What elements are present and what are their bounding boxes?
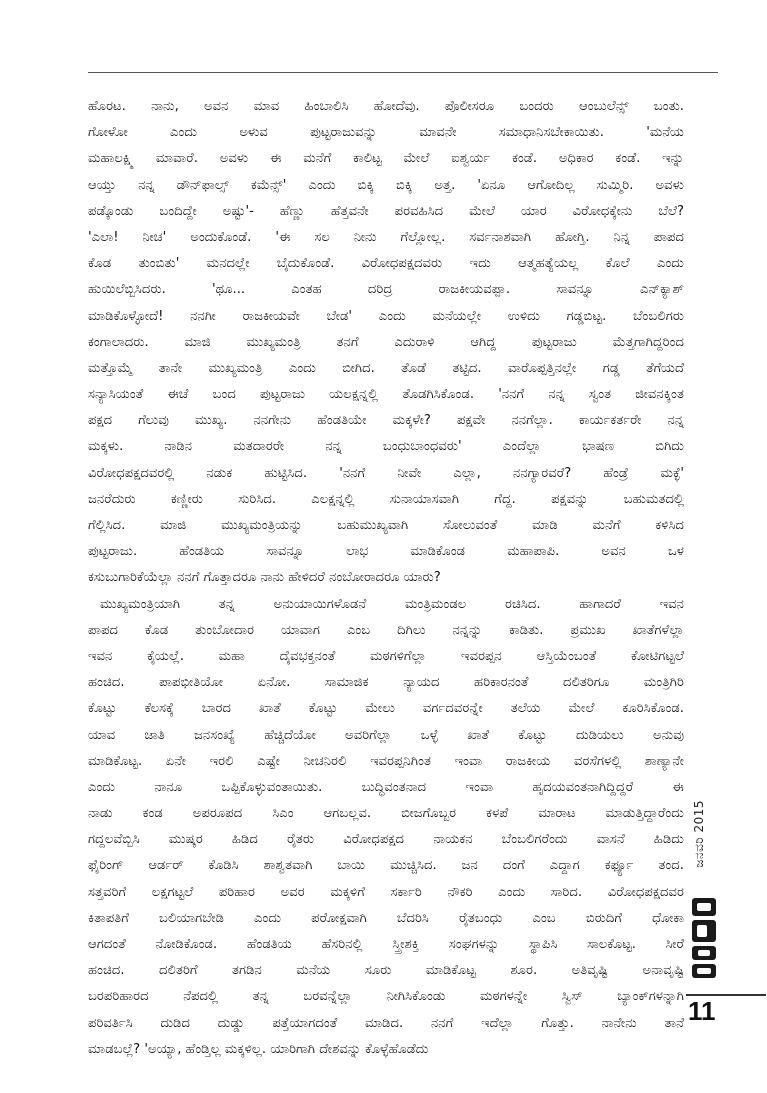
text-line: ಜನರೆದುರು ಕಣ್ಣೀರು ಸುರಿಸಿದ. ಎಲಕ್ಷನ್ನಲ್ಲಿ ಸುನಾಯಾಸವಾಗಿ ಗೆದ್ದ. ಪಕ್ಷವನ್ನು ಬಹುಮತದಲ್ಲಿ bbox=[88, 491, 684, 507]
text-line: ಗದ್ದಲವೆಬ್ಬಿಸಿ ಮುಷ್ಕರ ಹಿಡಿದ ರೈತರು ವಿರೋಧಪಕ್ಷದ ನಾಯಕನ ಬೆಂಬಲಿಗರೆಂದು ವಾಸನೆ ಹಿಡಿದು bbox=[88, 832, 684, 848]
text-line: ಹಂಚಿದ. ಪಾಪಭೀತಿಯೋ ಏನೋ. ಸಾಮಾಜಿಕ ನ್ಯಾಯದ ಹರಿಕಾರನಂತೆ ದಲಿತರಿಗೂ ಮಂತ್ರಿಗಿರಿ bbox=[88, 675, 684, 691]
text-line: ಮಾಡಿಕೊಳ್ಳೋದೆ! ನನಗೀ ರಾಜಕೀಯವೇ ಬೇಡ' ಎಂದು ಮನೆಯಲ್ಲೇ ಉಳಿದು ಗಡ್ಡಬಿಟ್ಟ. ಬೆಂಬಲಿಗರು bbox=[88, 308, 684, 324]
text-line: ಕಸುಬುಗಾರಿಕೆಯೆಲ್ಲಾ ನನಗೆ ಗೊತ್ತಾದರೂ ನಾನು ಹೇಳಿದರೆ ನಂಬೋರಾದರೂ ಯಾರು? bbox=[88, 570, 441, 586]
text-line: ಕೊಟ್ಟು ಕೆಲಸಕ್ಕೆ ಬಾರದ ಖಾತೆ ಕೊಟ್ಟು ಮೇಲು ವರ್ಗದವರನ್ನೇ ತಲೆಯ ಮೇಲೆ ಕೂರಿಸಿಕೊಂಡ. bbox=[88, 701, 684, 717]
magazine-logo bbox=[688, 896, 720, 980]
text-line: ಫೈರಿಂಗ್ ಆರ್ಡರ್ ಕೊಡಿಸಿ ಶಾಶ್ವತವಾಗಿ ಬಾಯಿ ಮುಚ್ಚಿಸಿದ. ಜನ ದಂಗೆ ಎದ್ದಾಗ ಕರ್ಫ್ಯೂ ತಂದ. bbox=[88, 858, 684, 874]
article-body bbox=[88, 94, 684, 1063]
text-line: ನಾಡು ಕಂಡ ಅಪರೂಪದ ಸಿಎಂ ಆಗಬಲ್ಲವ. ಬೀಜಗೊಬ್ಬರ ಕಳಪೆ ಮಾರಾಟ ಮಾಡುತ್ತಿದ್ದಾರೆಂದು bbox=[88, 806, 684, 822]
text-line: ಎಂದು ನಾನೂ ಒಪ್ಪಿಕೊಳ್ಳುವಂತಾಯಿತು. ಬುದ್ಧಿವಂತನಾದ ಇಂವಾ ಹೃದಯವಂತನಾಗಿದ್ದಿದ್ದರೆ ಈ bbox=[88, 779, 684, 795]
text-line: ಮಹಾಲಕ್ಷ್ಮಿ ಮಾವಾರೆ. ಅವಳು ಈ ಮನೆಗೆ ಕಾಲಿಟ್ಟ ಮೇಲೆ ಐಶ್ವರ್ಯ ಕಂಡೆ. ಅಧಿಕಾರ ಕಂಡೆ. ಇನ್ನು bbox=[88, 151, 684, 167]
text-line: ಪರಿವರ್ತಿಸಿ ದುಡಿದ ದುಡ್ಡು ಪತ್ತೆಯಾಗದಂತೆ ಮಾಡಿದ. ನನಗೆ ಇದೆಲ್ಲಾ ಗೊತ್ತು. ನಾನೇನು ತಾನೆ bbox=[88, 1015, 684, 1031]
text-line: ಹೊರಟ. ನಾನು, ಅವನ ಮಾವ ಹಿಂಬಾಲಿಸಿ ಹೋದೆವು. ಪೊಲೀಸರೂ ಬಂದರು ಆಂಬುಲೆನ್ಸ್ ಬಂತು. bbox=[88, 99, 684, 114]
text-line: ಸನ್ಯಾಸಿಯಂತೆ ಈಚೆ ಬಂದ ಪುಟ್ಟರಾಜು ಯಲಕ್ಷನ್ನಲ್ಲಿ ತೊಡಗಿಸಿಕೊಂಡ. 'ನನಗೆ ನನ್ನ ಸ್ವಂತ ಜೀವನಕ್ಕಿಂತ bbox=[88, 387, 684, 403]
text-line: ಪಡ್ಕೊಂಡು ಬಂದಿದ್ದೇ ಅಷ್ಟು'- ಹೆಣ್ಣು ಹೆತ್ತವನೇ ಪರವಹಿಸಿದ ಮೇಲೆ ಯಾರ ವಿರೋಧಕ್ಕೇನು ಬೆಲೆ? bbox=[88, 203, 684, 219]
text-line: ಬರಪರಿಹಾರದ ನೆಪದಲ್ಲಿ ತನ್ನ ಬರವನ್ನೆಲ್ಲಾ ನೀಗಿಸಿಕೊಂಡು ಮಠಗಳನ್ನೇ ಸ್ವಿಸ್ ಬ್ಯಾಂಕ್‌ಗಳನ್ನಾಗಿ bbox=[88, 989, 684, 1005]
text-line: ಆಗದಂತೆ ನೋಡಿಕೊಂಡ. ಹೆಂಡತಿಯ ಹೆಸರಿನಲ್ಲಿ ಸ್ತ್ರೀಶಕ್ತಿ ಸಂಘಗಳನ್ನು ಸ್ಥಾಪಿಸಿ ಸಾಲಕೊಟ್ಟ. ಸೀರೆ bbox=[88, 937, 684, 952]
text-line: ಕೊಡ ತುಂಬಿತು' ಮನದಲ್ಲೇ ಬೈದುಕೊಂಡೆ. ವಿರೋಧಪಕ್ಷದವರು ಇದು ಆತ್ಮಹತ್ಯೆಯಲ್ಲ ಕೊಲೆ ಎಂದು bbox=[88, 256, 684, 272]
text-line: ಮುಖ್ಯಮಂತ್ರಿಯಾಗಿ ತನ್ನ ಅನುಯಾಯಿಗಳೊಡನೆ ಮಂತ್ರಿಮಂಡಲ ರಚಿಸಿದ. ಹಾಗಾದರೆ ಇವನ bbox=[100, 596, 684, 612]
text-line: ಮಾಡಬಲ್ಲೆ? 'ಅಯ್ಯಾ, ಹೆಂಡ್ತಿಲ್ಲ ಮಕ್ಕಳಿಲ್ಲ. ಯಾರಿಗಾಗಿ ದೇಶವನ್ನು ಕೊಳ್ಳೆಹೊಡೆದು bbox=[88, 1041, 429, 1057]
text-line: ಪಕ್ಷದ ಗೆಲುವು ಮುಖ್ಯ. ನನಗೇನು ಹೆಂಡತಿಯೇ ಮಕ್ಕಳೇ? ಪಕ್ಷವೇ ನನಗೆಲ್ಲಾ. ಕಾರ್ಯಕರ್ತರೇ ನನ್ನ bbox=[88, 413, 684, 429]
magazine-sidebar bbox=[688, 800, 720, 980]
header-rule bbox=[88, 72, 718, 73]
text-line: ಹುಯಿಲೆಬ್ಬಿಸಿದರು. 'ಥೂ... ಎಂತಹ ದರಿದ್ರ ರಾಜಕೀಯವಪ್ಪಾ. ಸಾವನ್ನೂ ಎನ್‌ಕ್ಯಾಶ್ bbox=[88, 282, 684, 298]
text-line: ಗೋಳೋ ಎಂದು ಅಳುವ ಪುಟ್ಟರಾಜುವನ್ನು ಮಾವನೇ ಸಮಾಧಾನಿಸಬೇಕಾಯಿತು. 'ಮನೆಯ bbox=[88, 125, 684, 141]
text-line: ಹಂಚಿದ. ದಲಿತರಿಗೆ ತಗಡಿನ ಮನೆಯ ಸೂರು ಮಾಡಿಕೊಟ್ಟ ಶೂರ. ಅತಿವೃಷ್ಟಿ ಅನಾವೃಷ್ಟಿ bbox=[88, 963, 684, 979]
text-line: ಮತ್ತೊಮ್ಮೆ ತಾನೇ ಮುಖ್ಯಮಂತ್ರಿ ಎಂದು ಬೀಗಿದ. ತೊಡೆ ತಟ್ಟಿದ. ವಾರೊಪ್ಪತ್ತಿನಲ್ಲೇ ಗಡ್ಡ ತೆಗೆಯದೆ bbox=[88, 360, 684, 376]
text-line: ಕಂಗಾಲಾದರು. ಮಾಜಿ ಮುಖ್ಯಮಂತ್ರಿ ತನಗೆ ಎದುರಾಳಿ ಆಗಿದ್ದ ಪುಟ್ಟರಾಜು ಮೆತ್ತಗಾಗಿದ್ದರಿಂದ bbox=[88, 334, 684, 350]
text-line: ಗೆಲ್ಲಿಸಿದ. ಮಾಜಿ ಮುಖ್ಯಮಂತ್ರಿಯನ್ನು ಬಹುಮುಖ್ಯವಾಗಿ ಸೋಲುವಂತೆ ಮಾಡಿ ಮನೆಗೆ ಕಳಿಸಿದ bbox=[88, 518, 684, 533]
text-line: ಕಿತಾಪತಿಗೆ ಬಲಿಯಾಗಬೇಡಿ ಎಂದು ಪರೋಕ್ಷವಾಗಿ ಬೆದರಿಸಿ ರೈತಬಂಧು ಎಂಬ ಬಿರುದಿಗೆ ಧೋಕಾ bbox=[88, 910, 684, 926]
text-line: ಮಕ್ಕಳು. ನಾಡಿನ ಮತದಾರರೇ ನನ್ನ ಬಂಧುಬಾಂಧವರು' ಎಂದೆಲ್ಲಾ ಭಾಷಣ ಬಿಗಿದು bbox=[88, 439, 684, 455]
text-line: ಪಾಪದ ಕೊಡ ತುಂಬೋದಾರ ಯಾವಾಗ ಎಂಬ ದಿಗಿಲು ನನ್ನನ್ನು ಕಾಡಿತು. ಪ್ರಮುಖ ಖಾತೆಗಳೆಲ್ಲಾ bbox=[88, 622, 684, 638]
text-line: ಯಾವ ಜಾತಿ ಜನಸಂಖ್ಯೆ ಹೆಚ್ಚಿದೆಯೋ ಅವರಿಗೆಲ್ಲಾ ಒಳ್ಳೆ ಖಾತೆ ಕೊಟ್ಟು ದುಡಿಯಲು ಅನುವು bbox=[88, 727, 684, 743]
issue-date: ಜನವರಿ 2015 bbox=[692, 800, 706, 868]
text-line: ಸತ್ತವರಿಗೆ ಲಕ್ಷಗಟ್ಟಲೆ ಪರಿಹಾರ ಅವರ ಮಕ್ಕಳಿಗೆ ಸರ್ಕಾರಿ ನೌಕರಿ ಎಂದು ಸಾರಿದ. ವಿರೋಧಪಕ್ಷದವರ bbox=[88, 884, 684, 900]
page-number: 11 bbox=[688, 996, 716, 1026]
text-line: 'ಎಲಾ! ನೀಚ' ಅಂದುಕೊಂಡೆ. 'ಈ ಸಲ ನೀನು ಗೆಲ್ಲೋಲ್ಲ. ಸರ್ವನಾಶವಾಗಿ ಹೋಗ್ತಿ. ನಿನ್ನ ಪಾಪದ bbox=[88, 229, 684, 245]
text-line: ವಿರೋಧಪಕ್ಷದವರಲ್ಲಿ ನಡುಕ ಹುಟ್ಟಿಸಿದ. 'ನನಗೆ ನೀವೇ ಎಲ್ಲಾ, ನನಗ್ಯಾರವರೆ? ಹೆಂಡ್ರೆ ಮಕ್ಳೆ' bbox=[88, 465, 684, 481]
text-line: ಇವನ ಕೈಯಲ್ಲೆ. ಮಹಾ ದೈವಭಕ್ತನಂತೆ ಮಠಗಳಿಗೆಲ್ಲಾ ಇವರಪ್ಪನ ಆಸ್ತಿಯೆಂಬಂತೆ ಕೋಟಿಗಟ್ಟಲೆ bbox=[88, 648, 684, 664]
text-line: ಪುಟ್ಟರಾಜು. ಹೆಂಡತಿಯ ಸಾವನ್ನೂ ಲಾಭ ಮಾಡಿಕೊಂಡ ಮಹಾಪಾಪಿ. ಅವನ ಒಳ bbox=[88, 544, 684, 560]
text-line: ಮಾಡಿಕೊಟ್ಟ. ಏನೇ ಇರಲಿ ಎಷ್ಟೇ ನೀಚನಿರಲಿ ಇವರಪ್ಪನಿಗಿಂತ ಇಂವಾ ರಾಜಕೀಯ ವರಸೆಗಳಲ್ಲಿ ಶಾಣ್ಯಾನೇ bbox=[88, 753, 684, 769]
text-line: ಆಯ್ತು ನನ್ನ ಡೌನ್‌ಫಾಲ್ಸ್ ಕಮೆನ್ಸ್' ಎಂದು ಬಿಕ್ಕಿ ಬಿಕ್ಕಿ ಅತ್ತ. 'ಏನೂ ಆಗೋದಿಲ್ಲ ಸುಮ್ಮಿರಿ. ಅವಳು bbox=[88, 177, 684, 193]
